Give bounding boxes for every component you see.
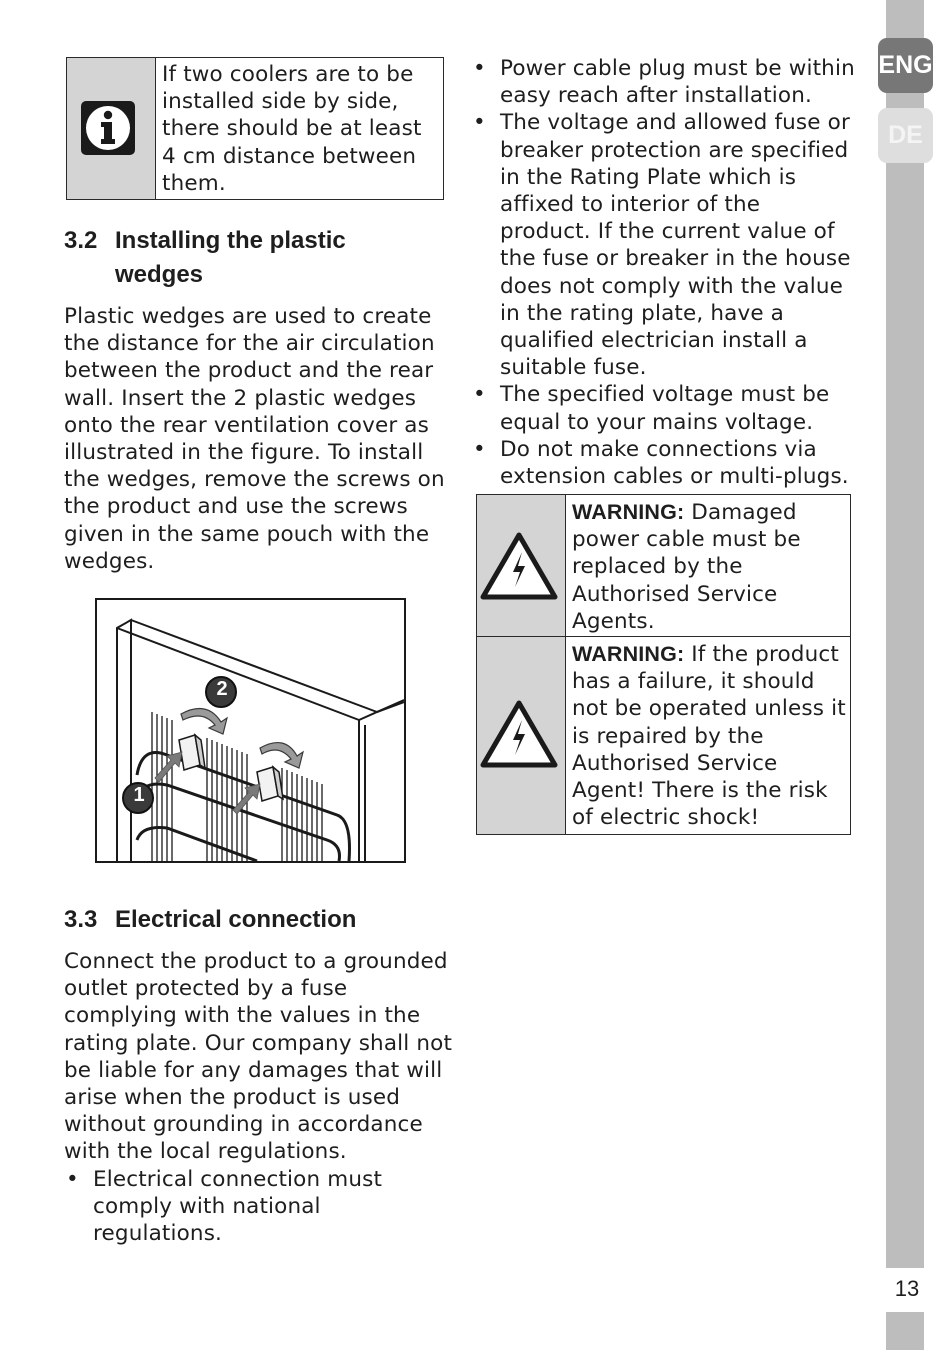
wedge-installation-figure: [95, 598, 406, 863]
warning-1-text: [572, 499, 847, 635]
tab-eng[interactable]: ENG: [878, 38, 933, 93]
bullet-text: Electrical connection must comply with national regulations.: [93, 1167, 383, 1247]
warnings-table: [476, 494, 851, 835]
section-33-body: Connect the product to a grounded outlet protected by a fuse complying with the values in the rating plate. Our company shall not be liable for any damages that will arise when the product is used without grounding in accordance with the local regulations.: [64, 949, 453, 1165]
warning-2-label: WARNING:: [572, 642, 685, 666]
bullet-text: The specified voltage must be equal to your mains voltage.: [500, 382, 830, 435]
info-icon-cell: [67, 58, 156, 199]
section-33-title: Electrical connection: [115, 906, 357, 933]
info-icon: [80, 100, 136, 156]
wedge-illustration: [97, 600, 404, 861]
side-bar-top: [886, 0, 924, 1268]
electric-shock-warning-icon: [480, 532, 558, 600]
figure-label-2: 2: [216, 678, 228, 700]
bullet-text: Power cable plug must be within easy reach after installation.: [500, 56, 855, 109]
figure-label-1: 1: [133, 784, 145, 806]
warning-2-message: If the product has a failure, it should not be operated unless it is repaired by the Authorised Service Agent! There is the risk of electric shock!: [572, 642, 846, 831]
section-32-title: Installing the plastic wedges: [115, 227, 346, 288]
warning-1-message: Damaged power cable must be replaced by the Authorised Service Agents.: [572, 500, 801, 634]
page-number: 13: [894, 1276, 920, 1301]
info-box: [66, 57, 444, 200]
section-32-body: Plastic wedges are used to create the distance for the air circulation between the product and the rear wall. Insert the 2 plastic wedges onto the rear ventilation cover as illustrated in the figure. To install the wedges, remove the screws on the product and use the screws given in the same pouch with the wedges.: [64, 304, 445, 574]
tab-de[interactable]: DE: [878, 108, 933, 163]
section-33-number: 3.3: [64, 906, 98, 933]
table-divider: [477, 636, 850, 637]
warning-2-text: [572, 641, 847, 831]
right-bullets: [471, 55, 856, 490]
section-33-bullets: [64, 1166, 444, 1248]
section-32-number: 3.2: [64, 227, 98, 254]
electric-shock-warning-icon: [480, 700, 558, 768]
bullet-text: The voltage and allowed fuse or breaker protection are specified in the Rating Plate which is affixed to interior of the product. If the current value of the fuse or breaker in the house does not comply with the value in the rating plate, have a qualified electrician install a suitable fuse.: [500, 110, 851, 381]
side-bar-bottom: [886, 1312, 924, 1350]
list-item: • The specified voltage must be equal to your mains voltage.: [473, 382, 830, 435]
section-32-heading: [64, 224, 444, 296]
info-box-text: If two coolers are to be installed side by side, there should be at least 4 cm distance between them.: [162, 62, 422, 196]
list-item: • Electrical connection must comply with national regulations.: [66, 1167, 383, 1247]
list-item: • The voltage and allowed fuse or breaker protection are specified in the Rating Plate which is affixed to interior of the product. If the current value of the fuse or breaker in the house does not comply with the value in the rating plate, have a qualified electrician install a suitable fuse.: [473, 110, 851, 381]
bullet-text: Do not make connections via extension cables or multi-plugs.: [500, 436, 849, 490]
section-33-heading: [64, 903, 444, 939]
list-item: • Do not make connections via extension cables or multi-plugs.: [473, 436, 849, 490]
warning-1-label: WARNING:: [572, 500, 685, 524]
list-item: • Power cable plug must be within easy reach after installation.: [473, 56, 855, 109]
